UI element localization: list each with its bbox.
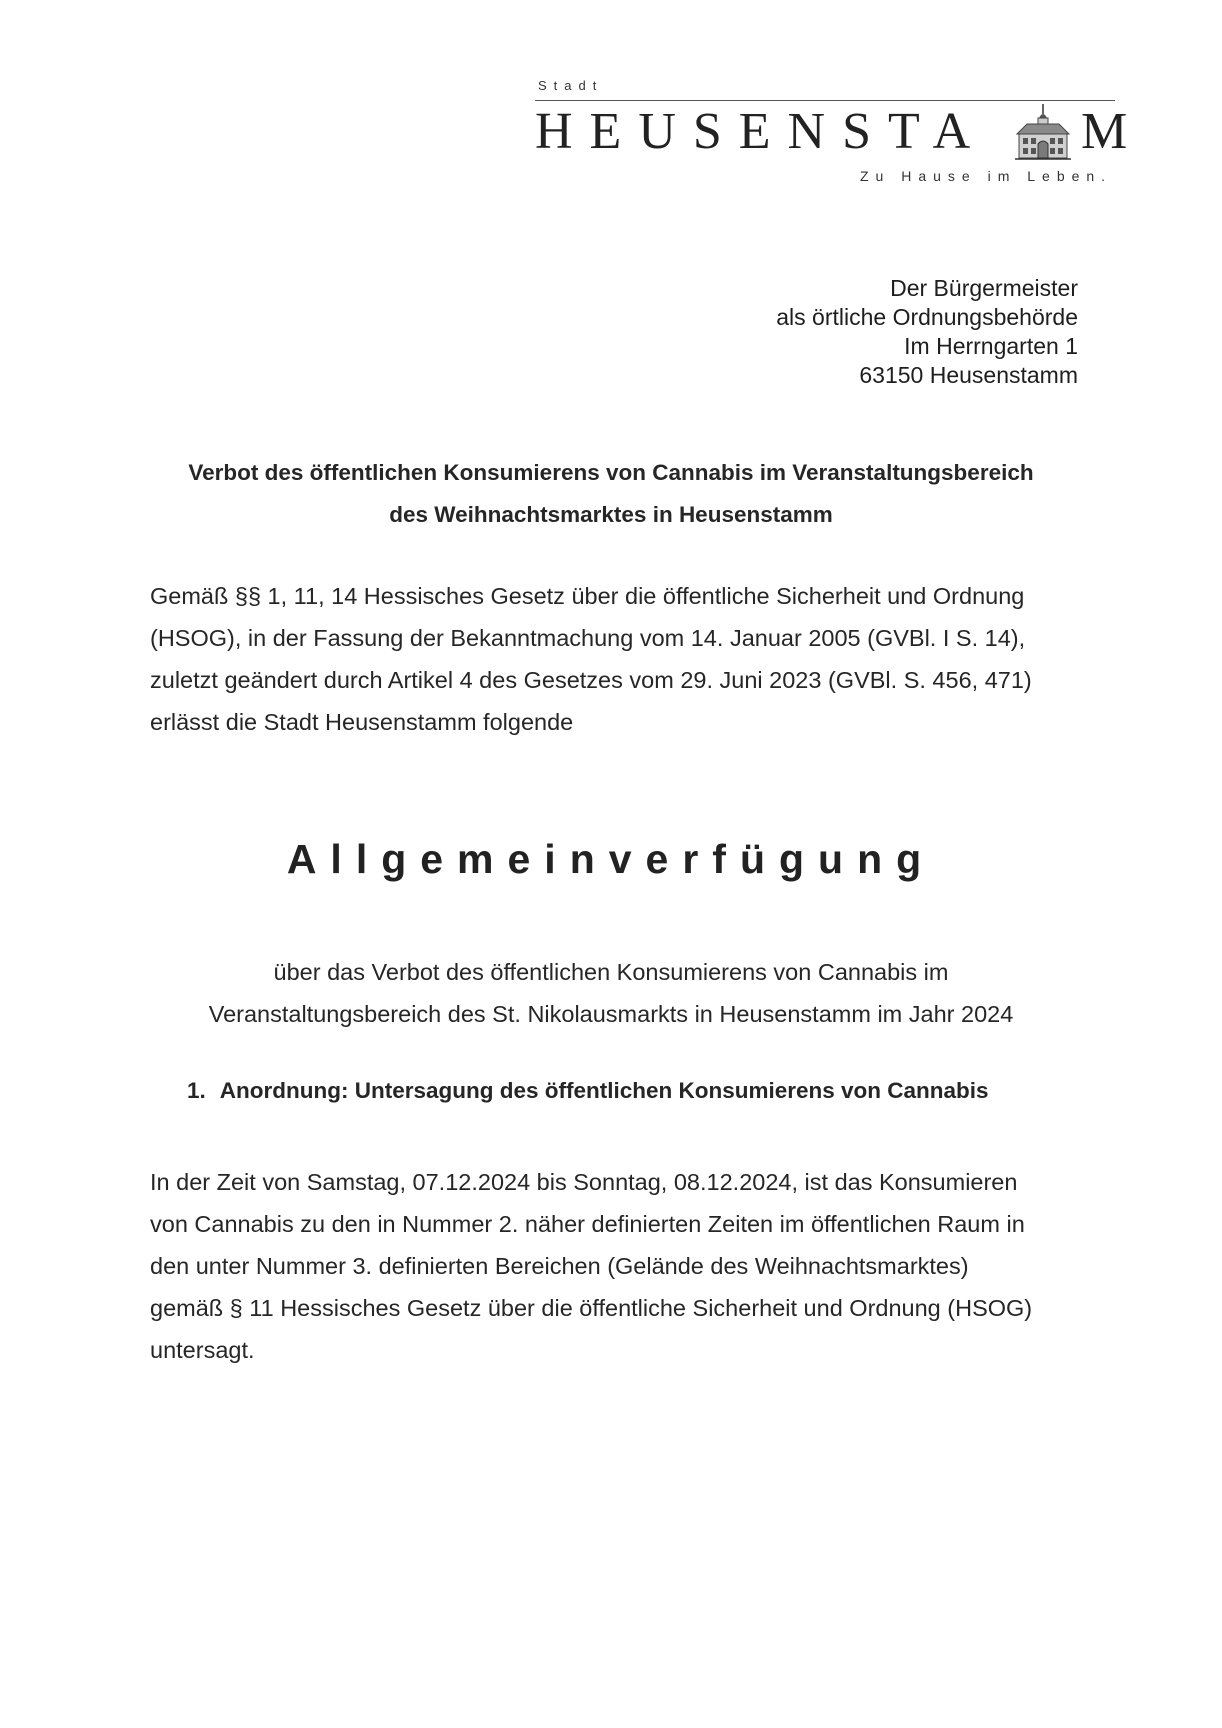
subject-line: des Weihnachtsmarktes in Heusenstamm	[389, 502, 833, 527]
paragraph-line: den unter Nummer 3. definierten Bereichen (Gelände des Weihnachtsmarktes)	[150, 1253, 969, 1279]
logo-slogan: Zu Hause im Leben.	[860, 168, 1113, 184]
paragraph-line: (HSOG), in der Fassung der Bekanntmachung vom 14. Januar 2005 (GVBl. I S. 14),	[150, 625, 1026, 651]
order-paragraph	[150, 1161, 1110, 1371]
logo-name-main: HEUSENSTA	[535, 103, 988, 160]
title-description	[130, 951, 1092, 1035]
address-line: 63150 Heusenstamm	[859, 362, 1078, 388]
paragraph-line: untersagt.	[150, 1337, 255, 1363]
document-subject	[130, 452, 1092, 536]
section-title: Anordnung: Untersagung des öffentlichen Konsumierens von Cannabis	[219, 1078, 989, 1103]
subject-line: Verbot des öffentlichen Konsumierens von Cannabis im Veranstaltungsbereich	[188, 460, 1034, 485]
logo-rule	[535, 100, 1115, 101]
address-line: als örtliche Ordnungsbehörde	[776, 304, 1078, 330]
logo-wordmark	[535, 102, 1128, 162]
logo-stadt-label: Stadt	[538, 78, 604, 93]
description-line: Veranstaltungsbereich des St. Nikolausmarkts in Heusenstamm im Jahr 2024	[208, 1001, 1014, 1027]
sender-address	[776, 274, 1078, 390]
legal-basis-paragraph	[150, 575, 1110, 743]
description-line: über das Verbot des öffentlichen Konsumierens von Cannabis im	[273, 959, 949, 985]
paragraph-line: zuletzt geändert durch Artikel 4 des Gesetzes vom 29. Juni 2023 (GVBl. S. 456, 471)	[150, 667, 1032, 693]
city-logo	[535, 74, 1128, 194]
page-title: Allgemeinverfügung	[286, 836, 936, 882]
paragraph-line: erlässt die Stadt Heusenstamm folgende	[150, 709, 574, 735]
paragraph-line: von Cannabis zu den in Nummer 2. näher definierten Zeiten im öffentlichen Raum in	[150, 1211, 1025, 1237]
paragraph-line: In der Zeit von Samstag, 07.12.2024 bis Sonntag, 08.12.2024, ist das Konsumieren	[150, 1169, 1018, 1195]
section-number: 1.	[187, 1078, 206, 1103]
castle-icon	[1013, 104, 1073, 162]
paragraph-line: gemäß § 11 Hessisches Gesetz über die öffentliche Sicherheit und Ordnung (HSOG)	[150, 1295, 1033, 1321]
address-line: Im Herrngarten 1	[904, 333, 1078, 359]
paragraph-line: Gemäß §§ 1, 11, 14 Hessisches Gesetz über die öffentliche Sicherheit und Ordnung	[150, 583, 1025, 609]
logo-name-end: M	[1081, 103, 1128, 160]
address-line: Der Bürgermeister	[890, 275, 1078, 301]
section-heading	[187, 1078, 989, 1104]
